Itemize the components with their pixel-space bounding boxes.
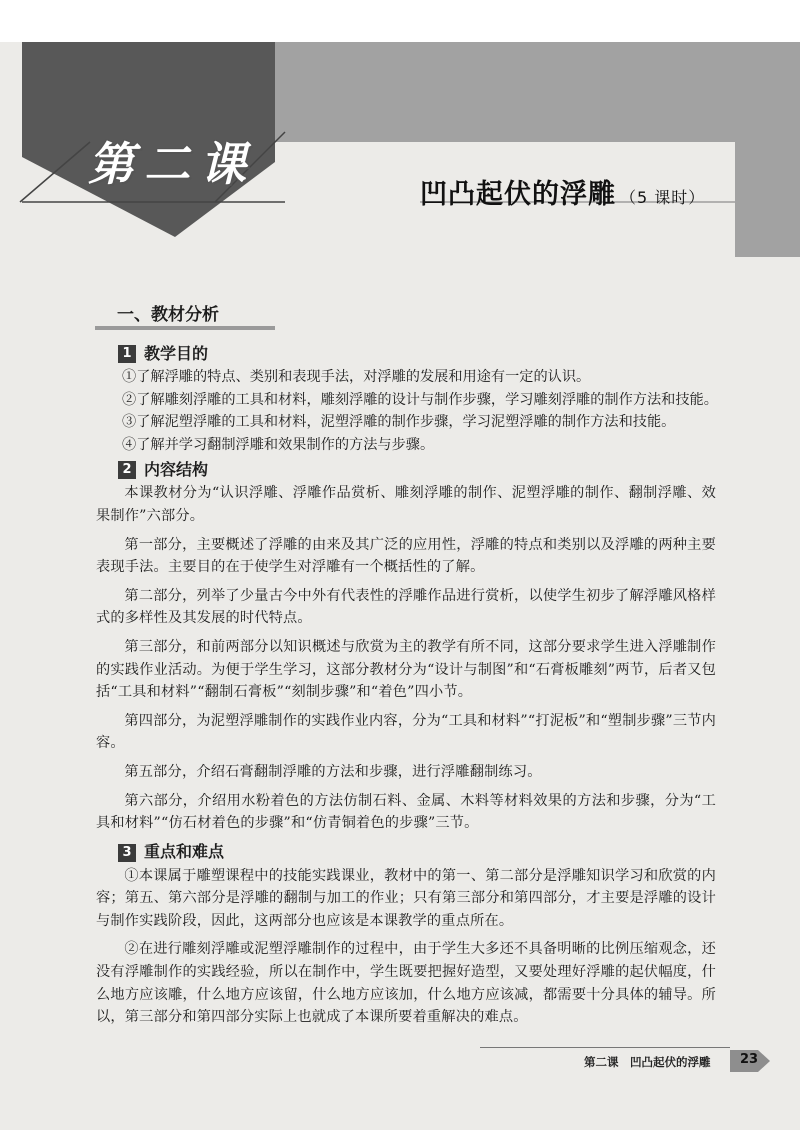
subheading-number: 2 bbox=[118, 461, 136, 479]
paragraph: ②在进行雕刻浮雕或泥塑浮雕制作的过程中，由于学生大多还不具备明晰的比例压缩观念，还没有浮雕制作的实践经验，所以在制作中，学生既要把握好造型，又要处理好浮雕的起伏幅度，什么地方应该雕，什么地方应该留，什么地方应该加，什么地方应该减，都需要十分具体的辅导。所以，第三部分和第四部分实际上也就成了本课所要着重解决的难点。 bbox=[96, 941, 716, 1026]
list-item: ①了解浮雕的特点、类别和表现手法，对浮雕的发展和用途有一定的认识。 bbox=[122, 369, 591, 385]
lesson-number: 第二课 bbox=[88, 137, 256, 191]
paragraph: 第四部分，为泥塑浮雕制作的实践作业内容，分为“工具和材料”“打泥板”和“塑制步骤”三节内容。 bbox=[96, 712, 716, 752]
lesson-title-text: 凹凸起伏的浮雕 bbox=[420, 179, 616, 210]
lesson-hours: （5 课时） bbox=[620, 188, 706, 207]
paragraph: 第五部分，介绍石膏翻制浮雕的方法和步骤，进行浮雕翻制练习。 bbox=[124, 763, 542, 780]
subheading-label: 内容结构 bbox=[144, 460, 209, 480]
paragraph: 本课教材分为“认识浮雕、浮雕作品赏析、雕刻浮雕的制作、泥塑浮雕的制作、翻制浮雕、效果制作”六部分。 bbox=[96, 485, 716, 524]
page-number-tab bbox=[730, 1050, 770, 1072]
list-item: ②了解雕刻浮雕的工具和材料，雕刻浮雕的设计与制作步骤，学习雕刻浮雕的制作方法和技能。 bbox=[122, 391, 718, 408]
paragraph: 第一部分，主要概述了浮雕的由来及其广泛的应用性，浮雕的特点和类别以及浮雕的两种主要表现手法。主要目的在于使学生对浮雕有一个概括性的了解。 bbox=[96, 536, 716, 576]
list-item: ③了解泥塑浮雕的工具和材料，泥塑浮雕的制作步骤，学习泥塑浮雕的制作方法和技能。 bbox=[122, 414, 676, 431]
list-item: ④了解并学习翻制浮雕和效果制作的方法与步骤。 bbox=[122, 436, 435, 453]
subheading-key-points bbox=[96, 841, 716, 865]
subheading-number: 1 bbox=[118, 345, 136, 363]
section-title: 一、教材分析 bbox=[117, 305, 219, 325]
paragraph: 第三部分，和前两部分以知识概述与欣赏为主的教学有所不同，这部分要求学生进入浮雕制作的实践作业活动。为便于学生学习，这部分教材分为“设计与制图”和“石膏板雕刻”两节，后者又包括“工具和材料”“翻制石膏板”“刻制步骤”和“着色”四小节。 bbox=[96, 638, 716, 701]
running-title: 第二课 凹凸起伏的浮雕 bbox=[584, 1055, 711, 1069]
page-footer bbox=[480, 1045, 776, 1073]
main-content bbox=[96, 340, 716, 1035]
lesson-title bbox=[420, 172, 720, 211]
subheading-content-structure bbox=[96, 458, 716, 482]
paragraph: 第二部分，列举了少量古今中外有代表性的浮雕作品进行赏析，以使学生初步了解浮雕风格样式的多样性及其发展的时代特点。 bbox=[96, 587, 716, 627]
subheading-number: 3 bbox=[118, 844, 136, 862]
section-heading bbox=[95, 300, 275, 330]
subheading-label: 教学目的 bbox=[144, 343, 209, 363]
footer-rule bbox=[480, 1047, 730, 1048]
subheading-teaching-purpose bbox=[96, 342, 716, 366]
page-number: 23 bbox=[740, 1052, 759, 1067]
paragraph: ①本课属于雕塑课程中的技能实践课业，教材中的第一、第二部分是浮雕知识学习和欣赏的内容；第五、第六部分是浮雕的翻制与加工的作业；只有第三部分和第四部分，才主要是浮雕的设计与制作实践阶段，因此，这两部分也应该是本课教学的重点所在。 bbox=[96, 867, 716, 929]
paragraph: 第六部分，介绍用水粉着色的方法仿制石料、金属、木料等材料效果的方法和步骤，分为“工具和材料”“仿石材着色的步骤”和“仿青铜着色的步骤”三节。 bbox=[96, 792, 716, 832]
subheading-label: 重点和难点 bbox=[144, 842, 225, 862]
